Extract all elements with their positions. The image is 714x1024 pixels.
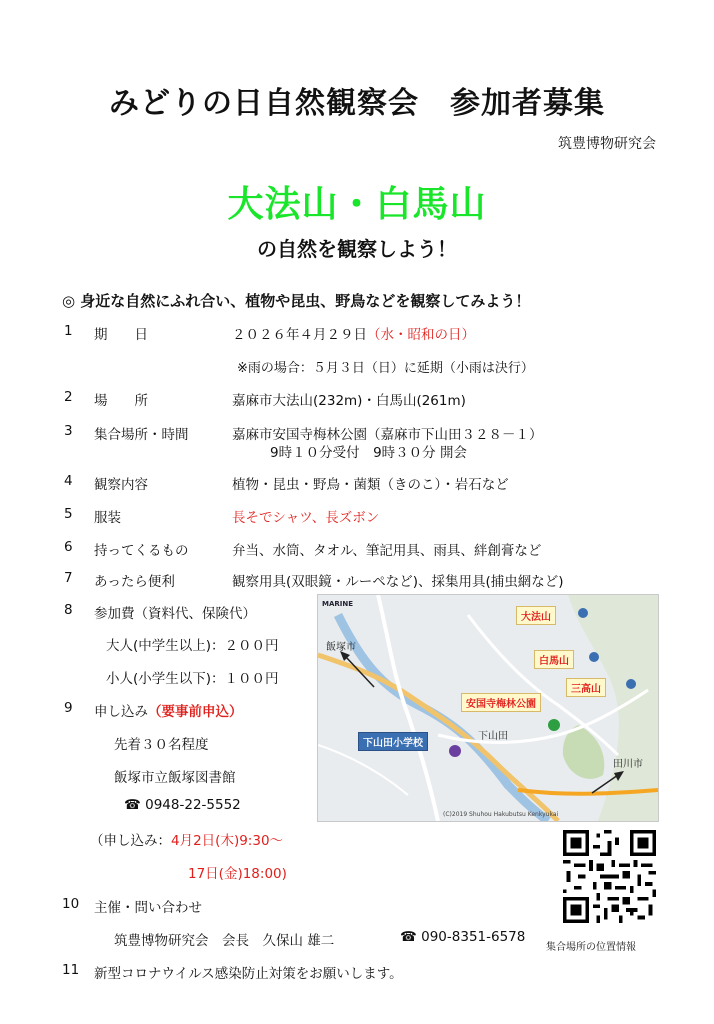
apply-period-start: 4月2日(木)9:30～ [171, 833, 284, 849]
apply-period-end: 17日(金)18:00) [188, 866, 287, 882]
item-number-content: 4 [64, 473, 73, 489]
item-value-useful: 観察用具(双眼鏡・ルーペなど)、採集用具(捕虫網など) [232, 574, 564, 590]
item-number-useful: 7 [64, 570, 73, 586]
host-phone-number: 090-8351-6578 [421, 929, 526, 945]
telephone-icon: ☎ [400, 929, 417, 945]
item-label-place: 場 所 [94, 393, 148, 409]
apply-label: 申し込み [94, 704, 148, 720]
item-value-clothing: 長そでシャツ、長ズボン [232, 510, 380, 526]
telephone-icon: ☎ [124, 797, 141, 813]
item-label-meet: 集合場所・時間 [94, 427, 189, 443]
event-subject: 大法山・白馬山 [227, 184, 487, 225]
apply-phone-number: 0948-22-5552 [145, 797, 241, 813]
item-number-meet: 3 [64, 423, 73, 439]
map-tag-school: 下山田小学校 [358, 732, 428, 751]
item-label-apply [94, 700, 243, 720]
item-value-place: 嘉麻市大法山(232m)・白馬山(261m) [232, 393, 466, 409]
lead-text: ◎ 身近な自然にふれ合い、植物や昆虫、野鳥などを観察してみよう！ [62, 292, 531, 310]
item-number-covid: 11 [62, 962, 80, 978]
map-tag-park: 安国寺梅林公園 [461, 693, 541, 712]
map-label-tagawa: 田川市 [613, 759, 643, 770]
host-phone [400, 929, 525, 945]
item-value-content: 植物・昆虫・野鳥・菌類（きのこ）・岩石など [232, 477, 509, 493]
page-title: みどりの日自然観察会 参加者募集 [109, 86, 605, 121]
apply-period-prefix: （申し込み： [90, 833, 171, 849]
item-value-meet-time: 9時１０分受付 9時３０分 開会 [270, 445, 467, 461]
map-copyright: (C)2019 Shuhou Hakubutsu Kenkyukai [443, 811, 559, 818]
map-label-iizuka: 飯塚市 [326, 642, 356, 653]
apply-capacity: 先着３０名程度 [114, 737, 209, 753]
apply-period [90, 829, 283, 849]
item-label-useful: あったら便利 [94, 574, 175, 590]
item-number-bring: 6 [64, 539, 73, 555]
item-number-host: 10 [62, 896, 80, 912]
item-label-bring: 持ってくるもの [94, 543, 189, 559]
item-label-content: 観察内容 [94, 477, 148, 493]
qr-caption: 集合場所の位置情報 [546, 942, 636, 953]
date-text: ２０２６年４月２９日 [232, 327, 367, 343]
rain-note: ※雨の場合：５月３日（日）に延期（小雨は決行） [237, 361, 534, 376]
item-number-apply: 9 [64, 700, 73, 716]
host-name: 筑豊博物研究会 会長 久保山 雄二 [114, 933, 335, 949]
map-label-shimoyamada: 下山田 [478, 731, 508, 742]
item-value-bring: 弁当、水筒、タオル、筆記用具、雨具、絆創膏など [232, 543, 542, 559]
item-label-fee: 参加費（資料代、保険代） [94, 606, 256, 622]
apply-place: 飯塚市立飯塚図書館 [114, 770, 236, 786]
covid-notice: 新型コロナウイルス感染防止対策をお願いします。 [94, 966, 403, 982]
organizer-name: 筑豊博物研究会 [558, 136, 656, 152]
map-logo: MARINE [322, 600, 354, 608]
event-tagline: の自然を観察しよう！ [257, 237, 457, 261]
item-number-clothing: 5 [64, 506, 73, 522]
item-label-host: 主催・問い合わせ [94, 900, 202, 916]
map-tag-daihouzan: 大法山 [516, 606, 556, 625]
date-holiday: （水・昭和の日） [367, 327, 475, 343]
item-value-date [232, 323, 475, 343]
item-value-meet: 嘉麻市安国寺梅林公園（嘉麻市下山田３２８－１） [232, 427, 543, 443]
map-tag-hakubazan: 白馬山 [534, 650, 574, 669]
item-number-fee: 8 [64, 602, 73, 618]
fee-adult: 大人(中学生以上)：２００円 [106, 638, 279, 654]
item-label-date: 期 日 [94, 327, 148, 343]
qr-code [563, 830, 656, 923]
map-tag-sankouzan: 三高山 [566, 678, 606, 697]
fee-child: 小人(小学生以下)：１００円 [106, 671, 279, 687]
item-number-date: 1 [64, 323, 73, 339]
item-label-clothing: 服装 [94, 510, 121, 526]
access-map [317, 594, 659, 822]
item-number-place: 2 [64, 389, 73, 405]
apply-phone [124, 797, 241, 813]
apply-required: （要事前申込） [148, 704, 243, 720]
